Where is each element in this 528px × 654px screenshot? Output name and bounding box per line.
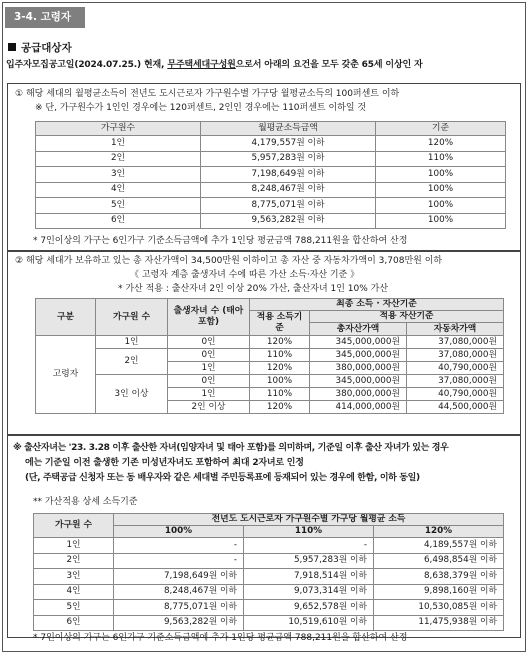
asset-total-cell: 380,000,000원 — [310, 362, 407, 375]
detail-120-cell: 10,530,085원 이하 — [374, 600, 504, 616]
detail-table-row — [34, 538, 504, 554]
asset-income-cell: 100% — [250, 375, 310, 388]
asset-car-cell: 37,080,000원 — [407, 375, 504, 388]
asset-total-cell: 345,000,000원 — [310, 336, 407, 349]
requirement-1-note: ※ 단, 가구원수가 1인인 경우에는 120퍼센트, 2인인 경우에는 110퍼센트 이하일 것 — [35, 103, 367, 113]
detail-col-100: 100% — [114, 526, 244, 538]
detail-income-table — [33, 513, 504, 631]
income-table-row — [36, 182, 506, 198]
income-amount-cell: 4,179,557원 이하 — [201, 136, 376, 152]
asset-income-cell: 120% — [250, 336, 310, 349]
circled-two-icon: ② — [15, 256, 24, 266]
detail-footnote: * 7인이상의 가구는 6인가구 기준소득금액에 추가 1인당 평균금액 788,211원을 합산하여 산정 — [33, 633, 408, 643]
circled-one-icon: ① — [15, 89, 24, 99]
requirement-2-text — [15, 256, 442, 267]
asset-income-cell: 120% — [250, 401, 310, 414]
asset-hh-cell: 3인 이상 — [96, 375, 168, 414]
asset-category-cell: 고령자 — [36, 336, 96, 414]
income-table-row — [36, 213, 506, 229]
asset-col-total: 총자산가액 — [310, 323, 407, 336]
detail-120-cell: 11,475,938원 이하 — [374, 615, 504, 631]
asset-col-max: 최종 소득 · 자산기준 — [250, 299, 504, 311]
asset-income-cell: 110% — [250, 388, 310, 401]
asset-total-cell: 345,000,000원 — [310, 349, 407, 362]
asset-total-cell: 414,000,000원 — [310, 401, 407, 414]
income-household-cell: 1인 — [36, 136, 201, 152]
detail-110-cell: 9,652,578원 이하 — [244, 600, 374, 616]
detail-table-row — [34, 600, 504, 616]
asset-car-cell: 40,790,000원 — [407, 388, 504, 401]
detail-120-cell: 6,498,854원 이하 — [374, 553, 504, 569]
detail-120-cell: 8,638,379원 이하 — [374, 569, 504, 585]
income-amount-cell: 8,248,467원 이하 — [201, 182, 376, 198]
income-household-cell: 6인 — [36, 213, 201, 229]
income-standard-cell: 100% — [376, 213, 506, 229]
detail-100-cell: 8,248,467원 이하 — [114, 584, 244, 600]
asset-income-cell: 110% — [250, 349, 310, 362]
detail-household-cell: 5인 — [34, 600, 114, 616]
detail-120-cell: 9,898,160원 이하 — [374, 584, 504, 600]
asset-hh-cell: 1인 — [96, 336, 168, 349]
intro-prefix: 입주자모집공고일(2024.07.25.) 현재, — [6, 60, 168, 70]
detail-household-cell: 2인 — [34, 553, 114, 569]
detail-table-row — [34, 584, 504, 600]
col-standard: 기준 — [376, 122, 506, 136]
requirement-2-subtitle: 《 고령자 계층 출생자녀 수에 따른 가산 소득·자산 기준 》 — [130, 270, 360, 280]
detail-col-120: 120% — [374, 526, 504, 538]
asset-col-category: 구분 — [36, 299, 96, 336]
income-table-row — [36, 136, 506, 152]
detail-title: ** 가산적용 상세 소득기준 — [33, 497, 138, 507]
requirement-1-label: 해당 세대의 월평균소득이 전년도 도시근로자 가구원수별 가구당 월평균소득의 100퍼센트 이하 — [25, 89, 400, 99]
income-amount-cell: 7,198,649원 이하 — [201, 167, 376, 183]
detail-120-cell: 4,189,557원 이하 — [374, 538, 504, 554]
detail-100-cell: - — [114, 553, 244, 569]
notice-line-1: ※ 출산자녀는 '23. 3.28 이후 출산한 자녀(임양자녀 및 태아 포함)를 의미하며, 기준일 이후 출산 자녀가 있는 경우 — [13, 443, 449, 453]
income-amount-cell: 8,775,071원 이하 — [201, 198, 376, 214]
detail-table-row — [34, 615, 504, 631]
detail-table-row — [34, 569, 504, 585]
income-amount-cell: 9,563,282원 이하 — [201, 213, 376, 229]
col-income: 월평균소득금액 — [201, 122, 376, 136]
intro-suffix: 으로서 아래의 요건을 모두 갖춘 65세 이상인 자 — [235, 60, 423, 70]
income-table — [35, 121, 506, 229]
detail-100-cell: 7,198,649원 이하 — [114, 569, 244, 585]
income-amount-cell: 5,957,283원 이하 — [201, 151, 376, 167]
asset-child-cell: 0인 — [168, 375, 250, 388]
requirement-2-note: * 가산 적용 : 출산자녀 2인 이상 20% 가산, 출산자녀 1인 10% 가산 — [118, 284, 389, 294]
detail-col-household: 가구원 수 — [34, 514, 114, 538]
detail-household-cell: 4인 — [34, 584, 114, 600]
detail-100-cell: - — [114, 538, 244, 554]
detail-110-cell: 10,519,610원 이하 — [244, 615, 374, 631]
requirement-1-footnote: * 7인이상의 가구는 6인가구 기준소득금액에 추가 1인당 평균금액 788,211원을 합산하여 산정 — [33, 236, 408, 246]
asset-car-cell: 37,080,000원 — [407, 336, 504, 349]
requirement-1-text — [15, 89, 399, 100]
asset-car-cell: 40,790,000원 — [407, 362, 504, 375]
asset-income-cell: 120% — [250, 362, 310, 375]
square-bullet-icon — [8, 43, 16, 51]
income-household-cell: 3인 — [36, 167, 201, 183]
asset-row — [36, 349, 504, 362]
detail-110-cell: 5,957,283원 이하 — [244, 553, 374, 569]
income-household-cell: 4인 — [36, 182, 201, 198]
section-tab: 3-4. 고령자 — [5, 7, 85, 28]
asset-col-apply-income: 적용 소득기준 — [250, 311, 310, 336]
asset-car-cell: 37,080,000원 — [407, 349, 504, 362]
income-table-row — [36, 167, 506, 183]
asset-col-household: 가구원 수 — [96, 299, 168, 336]
requirement-2-label: 해당 세대가 보유하고 있는 총 자산가액이 34,500만원 이하이고 총 자산 중 자동차가액이 3,708만원 이하 — [25, 256, 443, 266]
income-standard-cell: 100% — [376, 167, 506, 183]
asset-total-cell: 345,000,000원 — [310, 375, 407, 388]
asset-row — [36, 336, 504, 349]
detail-col-main: 전년도 도시근로자 가구원수별 가구당 월평균 소득 — [114, 514, 504, 526]
detail-100-cell: 9,563,282원 이하 — [114, 615, 244, 631]
detail-110-cell: 9,073,314원 이하 — [244, 584, 374, 600]
asset-child-cell: 1인 — [168, 388, 250, 401]
income-household-cell: 5인 — [36, 198, 201, 214]
asset-child-cell: 2인 이상 — [168, 401, 250, 414]
income-table-header — [36, 122, 506, 136]
notice-line-2: 에는 기준일 이전 출생한 기존 미성년자녀도 포함하여 최대 2자녀로 인정 — [25, 458, 304, 468]
asset-table — [35, 298, 504, 414]
income-standard-cell: 100% — [376, 182, 506, 198]
intro-underlined: 무주택세대구성원 — [167, 60, 236, 70]
section-title-text: 공급대상자 — [21, 42, 72, 54]
asset-row — [36, 375, 504, 388]
col-household: 가구원수 — [36, 122, 201, 136]
income-standard-cell: 110% — [376, 151, 506, 167]
asset-child-cell: 0인 — [168, 349, 250, 362]
intro-text — [6, 60, 522, 71]
detail-110-cell: - — [244, 538, 374, 554]
asset-col-children: 출생자녀 수 (태아포함) — [168, 299, 250, 336]
detail-household-cell: 6인 — [34, 615, 114, 631]
income-standard-cell: 120% — [376, 136, 506, 152]
asset-child-cell: 0인 — [168, 336, 250, 349]
notice-line-3: (단, 주택공급 신청자 또는 동 배우자와 같은 세대별 주민등록표에 등재되어 있는 경우에 한함, 이하 동일) — [25, 473, 420, 483]
asset-col-apply-asset: 적용 자산기준 — [310, 311, 504, 323]
detail-100-cell: 8,775,071원 이하 — [114, 600, 244, 616]
income-table-row — [36, 198, 506, 214]
detail-110-cell: 7,918,514원 이하 — [244, 569, 374, 585]
income-table-row — [36, 151, 506, 167]
income-household-cell: 2인 — [36, 151, 201, 167]
asset-car-cell: 44,500,000원 — [407, 401, 504, 414]
asset-hh-cell: 2인 — [96, 349, 168, 375]
asset-col-car: 자동차가액 — [407, 323, 504, 336]
detail-household-cell: 1인 — [34, 538, 114, 554]
detail-table-row — [34, 553, 504, 569]
asset-total-cell: 380,000,000원 — [310, 388, 407, 401]
detail-col-110: 110% — [244, 526, 374, 538]
asset-child-cell: 1인 — [168, 362, 250, 375]
section-title — [8, 42, 72, 55]
income-standard-cell: 100% — [376, 198, 506, 214]
detail-household-cell: 3인 — [34, 569, 114, 585]
